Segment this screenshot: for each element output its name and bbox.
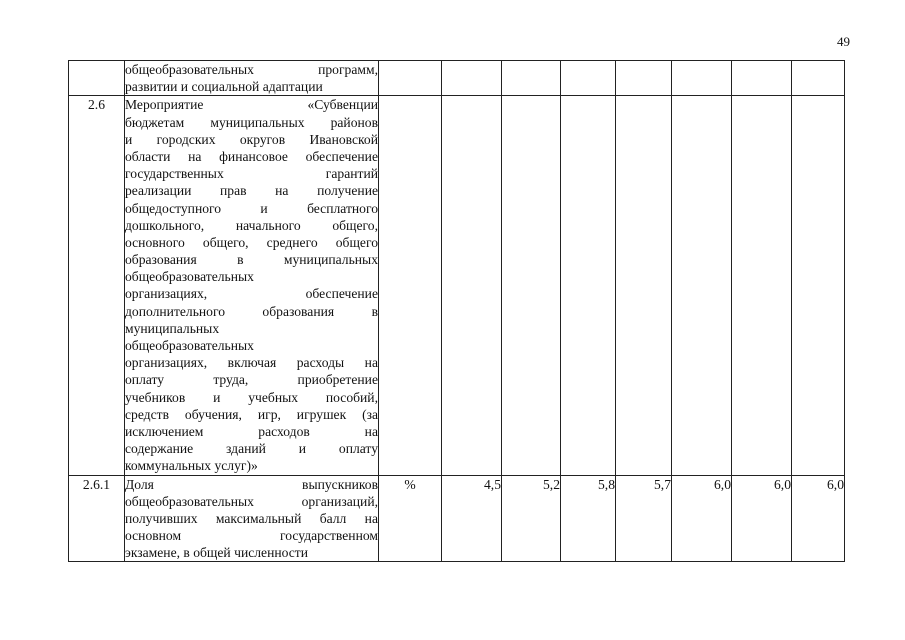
description-line: общеобразовательных [125, 269, 254, 285]
description-line: Доля выпускников [125, 476, 378, 492]
description-line: коммунальных услуг)» [125, 458, 258, 474]
value-cell [732, 61, 792, 96]
value-cell: 5,8 [561, 475, 616, 562]
value-cell [672, 61, 732, 96]
description-cell [125, 96, 379, 475]
description-line: и городских округов Ивановской [125, 131, 378, 147]
description-cell [125, 61, 379, 96]
value-cell [561, 61, 616, 96]
description-line: области на финансовое обеспечение [125, 148, 378, 164]
description-line: организациях, обеспечение [125, 286, 378, 302]
value-cell [732, 96, 792, 475]
description-line: основного общего, среднего общего [125, 234, 378, 250]
value-cell [442, 96, 502, 475]
row-number-cell: 2.6.1 [69, 475, 125, 562]
description-line: экзамене, в общей численности [125, 545, 309, 561]
value-cell: 4,5 [442, 475, 502, 562]
value-cell [502, 96, 561, 475]
description-line: дошкольного, начального общего, [125, 217, 378, 233]
row-number-cell [69, 61, 125, 96]
description-line: содержание зданий и оплату [125, 441, 378, 457]
value-cell [616, 96, 672, 475]
description-line: общеобразовательных [125, 338, 254, 353]
description-line: организациях, включая расходы на [125, 355, 378, 371]
description-line: государственных гарантий [125, 166, 378, 182]
value-cell: 6,0 [672, 475, 732, 562]
description-line: реализации прав на получение [125, 183, 378, 199]
value-cell [672, 96, 732, 475]
unit-cell [379, 96, 442, 475]
description-line: Мероприятие «Субвенции [125, 97, 378, 113]
value-cell [792, 61, 845, 96]
value-cell [502, 61, 561, 96]
description-line: общеобразовательных организаций, [125, 493, 378, 509]
table-row [69, 475, 845, 562]
value-cell [442, 61, 502, 96]
page-number: 49 [837, 34, 850, 49]
description-line: общеобразовательных программ, [125, 62, 378, 77]
table-body [69, 61, 845, 562]
table-row [69, 61, 845, 96]
unit-cell [379, 61, 442, 96]
description-line: развитии и социальной адаптации [125, 79, 323, 95]
value-cell: 5,2 [502, 475, 561, 562]
row-number-cell: 2.6 [69, 96, 125, 475]
description-line: бюджетам муниципальных районов [125, 114, 378, 130]
description-line: средств обучения, игр, игрушек (за [125, 406, 378, 422]
description-cell [125, 475, 379, 562]
description-line: муниципальных [125, 320, 220, 336]
value-cell: 6,0 [732, 475, 792, 562]
description-line: общедоступного и бесплатного [125, 200, 378, 216]
unit-cell: % [379, 475, 442, 562]
description-line: исключением расходов на [125, 423, 378, 439]
description-line: оплату труда, приобретение [125, 372, 378, 388]
value-cell: 5,7 [616, 475, 672, 562]
description-line: образования в муниципальных [125, 252, 378, 268]
description-line: основном государственном [125, 528, 378, 544]
value-cell: 6,0 [792, 475, 845, 562]
description-line: получивших максимальный балл на [125, 510, 378, 526]
value-cell [616, 61, 672, 96]
indicators-table [68, 60, 845, 562]
description-line: учебников и учебных пособий, [125, 389, 378, 405]
value-cell [561, 96, 616, 475]
table-row [69, 96, 845, 475]
description-line: дополнительного образования в [125, 303, 378, 319]
value-cell [792, 96, 845, 475]
